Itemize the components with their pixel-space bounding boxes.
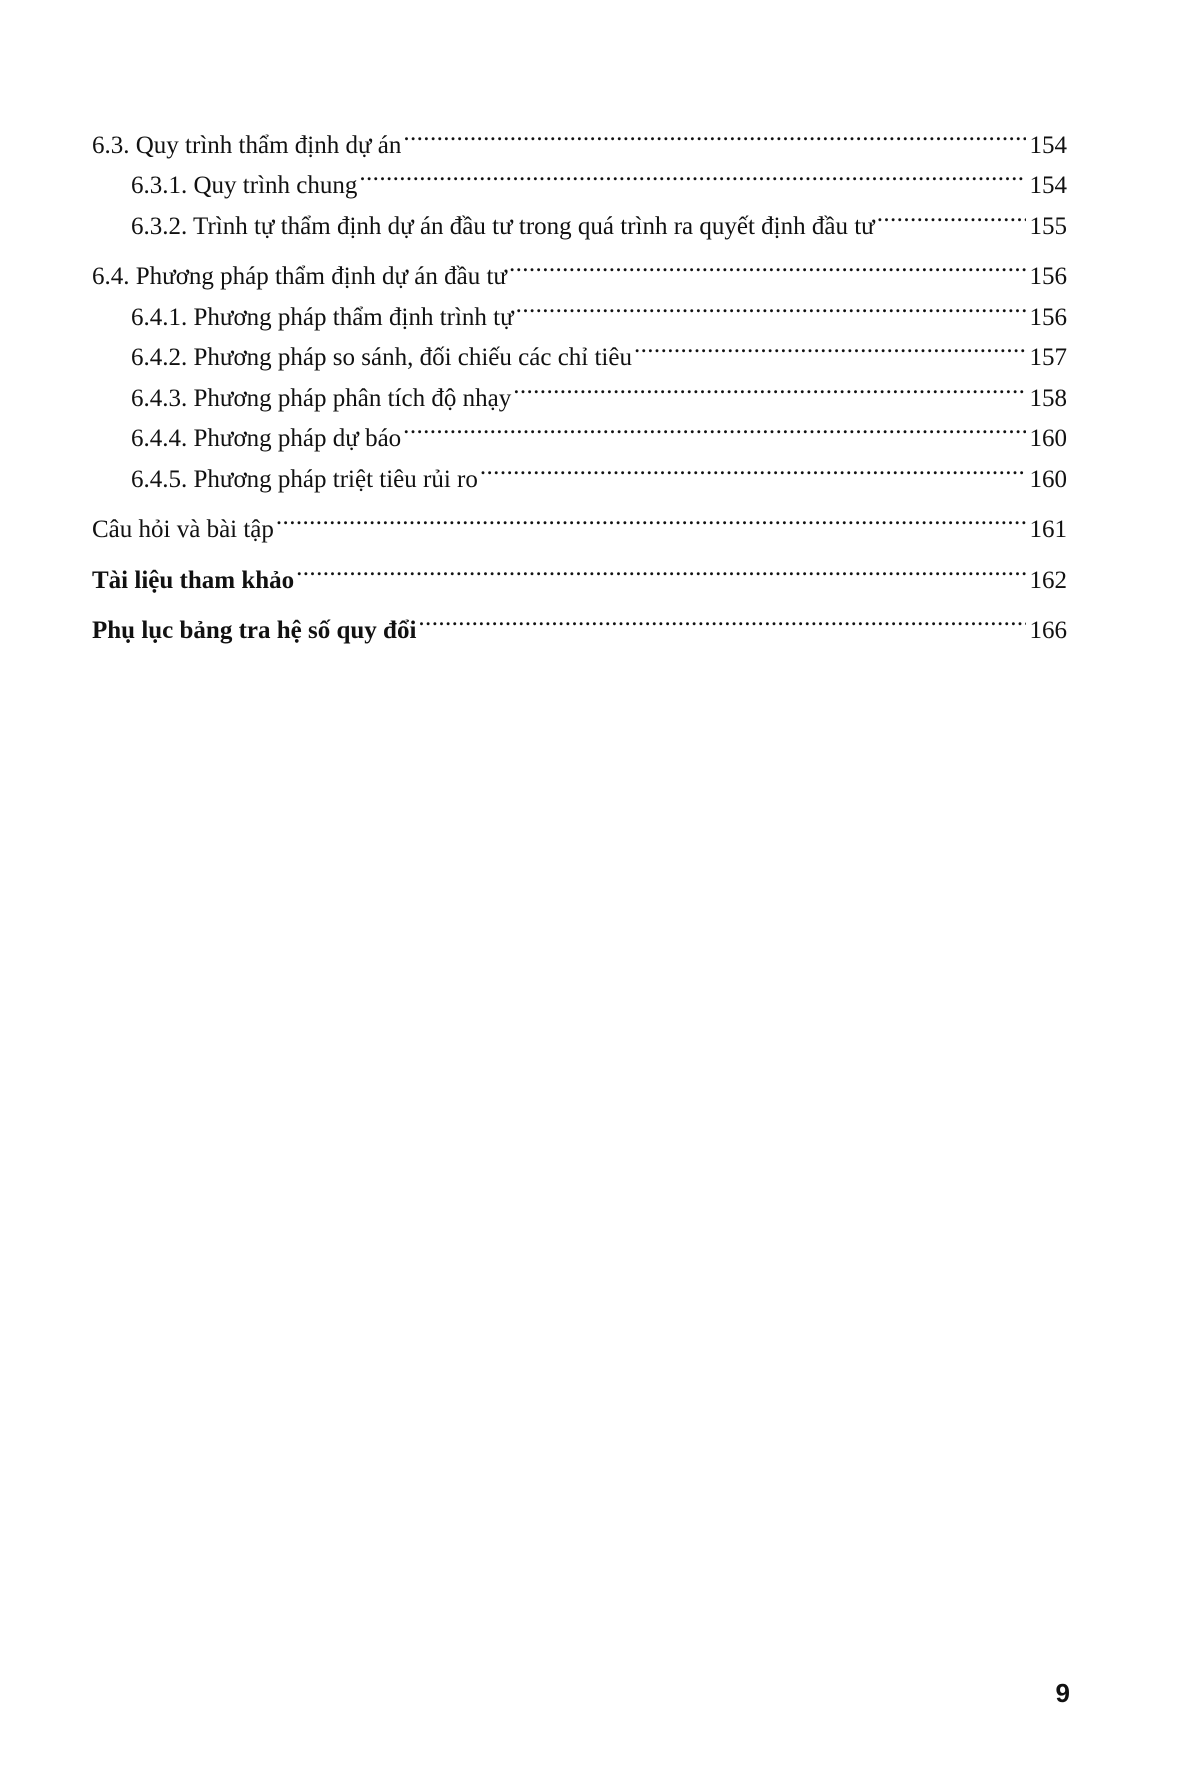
dot-leader xyxy=(513,365,1025,406)
toc-entry-appendix[interactable] xyxy=(92,598,1067,644)
page-number: 9 xyxy=(1055,1678,1070,1708)
toc-entry-page: 158 xyxy=(1029,384,1067,412)
toc-entry-page: 161 xyxy=(1029,516,1067,543)
toc-entry-page: 166 xyxy=(1029,617,1067,644)
dot-leader xyxy=(480,446,1026,487)
toc-entry-title: Phụ lục bảng tra hệ số quy đổi xyxy=(92,617,417,644)
toc-entry-title: 6.4.2. Phương pháp so sánh, đối chiếu các chỉ tiêu xyxy=(131,344,632,371)
dot-leader xyxy=(418,598,1025,639)
toc-entry-page: 157 xyxy=(1029,344,1067,371)
toc-entry-6-3[interactable] xyxy=(92,112,1067,159)
toc-entry-title: 6.4.4. Phương pháp dự báo xyxy=(131,425,402,452)
toc-entry-page: 154 xyxy=(1029,131,1067,159)
toc-entry-questions-exercises[interactable] xyxy=(92,497,1067,543)
toc-entry-page: 155 xyxy=(1029,212,1067,240)
dot-leader xyxy=(634,325,1026,366)
toc-entry-title: 6.4. Phương pháp thẩm định dự án đầu tư xyxy=(92,263,507,290)
dot-leader xyxy=(403,112,1025,153)
dot-leader xyxy=(359,153,1025,194)
dot-leader xyxy=(877,193,1026,234)
toc-entry-page: 156 xyxy=(1029,303,1067,331)
toc-entry-page: 160 xyxy=(1029,425,1067,452)
toc-entry-title: 6.3. Quy trình thẩm định dự án xyxy=(92,131,402,159)
toc-entry-title: 6.4.5. Phương pháp triệt tiêu rủi ro xyxy=(131,465,478,493)
toc-entry-page: 160 xyxy=(1029,465,1067,493)
toc-entry-page: 162 xyxy=(1029,566,1067,594)
toc-entry-page: 154 xyxy=(1029,172,1067,199)
toc-entry-title: Tài liệu tham khảo xyxy=(92,566,295,594)
dot-leader xyxy=(403,406,1025,447)
dot-leader xyxy=(276,497,1026,538)
toc-entry-page: 156 xyxy=(1029,263,1067,290)
toc-entry-title: 6.3.2. Trình tự thẩm định dự án đầu tư trong quá trình ra quyết định đầu tư xyxy=(131,212,875,240)
toc-entry-title: Câu hỏi và bài tập xyxy=(92,516,274,543)
table-of-contents xyxy=(92,112,1067,644)
dot-leader xyxy=(516,284,1026,325)
dot-leader xyxy=(509,244,1026,285)
toc-entry-title: 6.3.1. Quy trình chung xyxy=(131,172,358,199)
toc-entry-6-4[interactable] xyxy=(92,244,1067,290)
dot-leader xyxy=(296,547,1025,588)
toc-entry-references[interactable] xyxy=(92,547,1067,594)
toc-entry-title: 6.4.1. Phương pháp thẩm định trình tự xyxy=(131,303,514,331)
toc-entry-title: 6.4.3. Phương pháp phân tích độ nhạy xyxy=(131,384,512,412)
